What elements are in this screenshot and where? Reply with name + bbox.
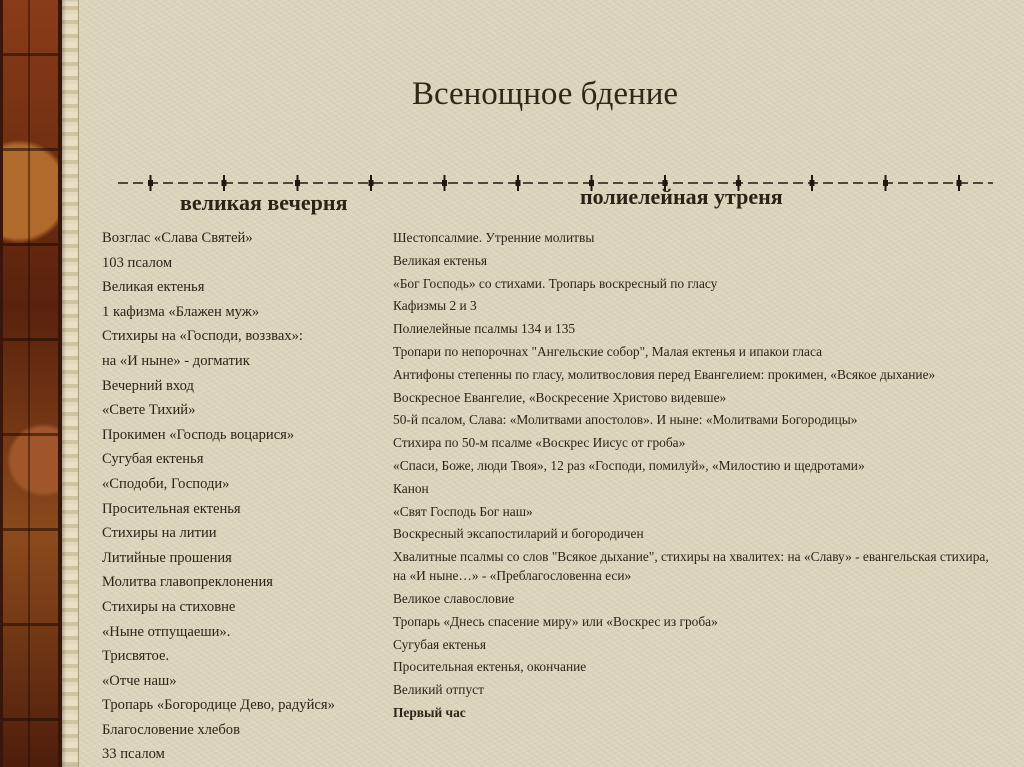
- list-item: Канон: [393, 480, 429, 496]
- list-item: «Свят Господь Бог наш»: [393, 503, 533, 519]
- list-item: Великий отпуст: [393, 682, 484, 698]
- list-item: Просительная ектенья, окончание: [393, 659, 587, 675]
- list-item: Тропарь «Днесь спасение миру» или «Воскрес из гроба»: [393, 613, 718, 629]
- list-item: «Свете Тихий»: [102, 402, 196, 419]
- list-item: «Спаси, Боже, люди Твоя», 12 раз «Господи, помилуй», «Милостию и щедротами»: [393, 457, 865, 473]
- list-item: Полиелейные псалмы 134 и 135: [393, 321, 576, 337]
- list-item: Великая ектенья: [393, 252, 487, 268]
- list-item: Вечерний вход: [102, 377, 194, 394]
- list-item: Стихира по 50-м псалме «Воскрес Иисус от гроба»: [393, 435, 686, 451]
- list-item: Трисвятое.: [102, 648, 170, 665]
- list-item: 33 псалом: [102, 746, 165, 763]
- list-item: Антифоны степенны по гласу, молитвословия перед Евангелием: прокимен, «Всякое дыхание»: [393, 366, 936, 382]
- list-item: Просительная ектенья: [102, 500, 241, 517]
- list-item: Сугубая ектенья: [393, 636, 487, 652]
- list-item: Первый час: [393, 704, 466, 720]
- list-item: Воскресный эксапостиларий и богородичен: [393, 526, 644, 542]
- list-item: Хвалитные псалмы со слов "Всякое дыхание", стихиры на хвалитех: на «Славу» - евангельская стихира, на «И ныне…» - «Преблагословенна еси»: [393, 549, 989, 584]
- list-item: Прокимен «Господь воцарися»: [102, 426, 295, 443]
- left-column-heading: великая вечерня: [180, 190, 348, 215]
- list-item: 1 кафизма «Блажен муж»: [102, 303, 260, 320]
- list-item: Стихиры на «Господи, воззвах»:: [102, 328, 303, 345]
- list-item: «Отче наш»: [102, 672, 177, 689]
- list-item: Кафизмы 2 и 3: [393, 298, 477, 314]
- list-item: Воскресное Евангелие, «Воскресение Христово видевше»: [393, 389, 727, 405]
- list-item: 50-й псалом, Слава: «Молитвами апостолов». И ныне: «Молитвами Богородицы»: [393, 412, 858, 428]
- list-item: «Ныне отпущаеши».: [102, 623, 231, 640]
- list-item: Литийные прошения: [102, 549, 232, 566]
- list-item: Шестопсалмие. Утренние молитвы: [393, 230, 595, 245]
- right-column-heading: полиелейная утреня: [580, 184, 783, 209]
- list-item: Стихиры на литии: [102, 525, 217, 542]
- decorative-wood-border: [0, 0, 62, 767]
- list-item: Молитва главопреклонения: [102, 574, 273, 591]
- list-item: на «И ныне» - догматик: [102, 352, 250, 369]
- page-title: Всенощное бдение: [411, 76, 679, 112]
- list-item: Благословение хлебов: [102, 721, 240, 738]
- list-item: Возглас «Слава Святей»: [102, 230, 253, 246]
- list-item: «Сподоби, Господи»: [102, 475, 230, 492]
- list-item: «Бог Господь» со стихами. Тропарь воскресный по гласу: [393, 275, 718, 291]
- list-item: Тропари по непорочнах "Ангельские собор", Малая ектенья и ипакои гласа: [393, 343, 823, 359]
- list-item: Сугубая ектенья: [102, 451, 204, 468]
- vespers-list: [102, 226, 335, 767]
- list-item: Тропарь «Богородице Дево, радуйся»: [102, 697, 335, 714]
- list-item: Великое славословие: [393, 590, 515, 606]
- matins-list: [393, 227, 993, 725]
- decorative-border-edge: [62, 0, 79, 767]
- list-item: Великая ектенья: [102, 279, 205, 296]
- list-item: 103 псалом: [102, 254, 173, 271]
- list-item: Стихиры на стиховне: [102, 598, 236, 615]
